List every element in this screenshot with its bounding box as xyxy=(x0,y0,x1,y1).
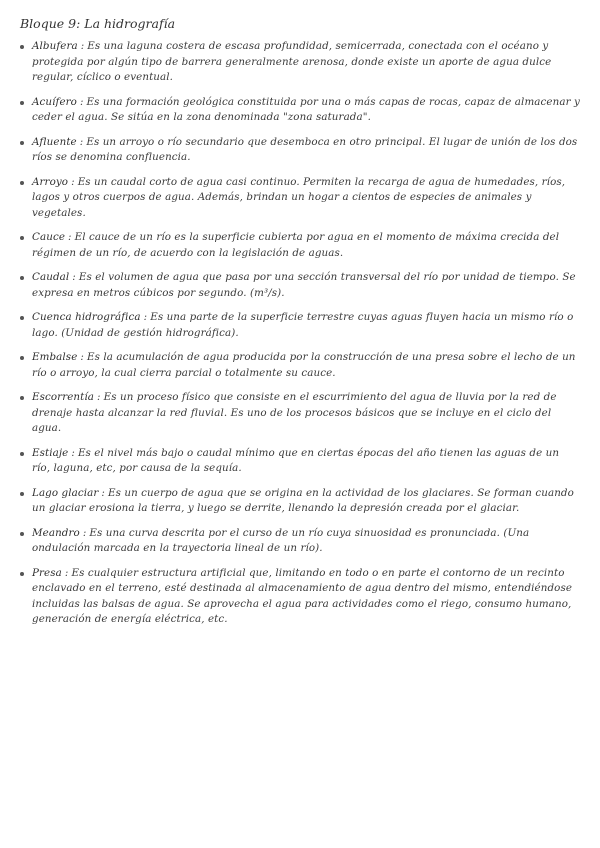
term-separator: : xyxy=(79,95,84,108)
glossary-entry xyxy=(18,446,580,477)
bullet-icon xyxy=(20,356,24,360)
entry-term: Estiaje xyxy=(32,446,69,459)
bullet-icon xyxy=(20,236,24,240)
entry-definition: Es un caudal corto de agua casi continuo. Permiten la recarga de agua de humedades, ríos, lagos y otros cuerpos de agua. Además, brindan un hogar a cientos de especies de animales y vegetales. xyxy=(32,175,566,219)
glossary-entry xyxy=(18,390,580,437)
term-separator: : xyxy=(72,271,76,283)
entry-term: Presa xyxy=(32,566,62,579)
entry-term: Embalse xyxy=(32,351,78,363)
entry-definition: Es un arroyo o río secundario que desemboca en otro principal. El lugar de unión de los dos ríos se denomina confluencia. xyxy=(32,135,578,163)
glossary-list xyxy=(18,39,580,628)
term-separator: : xyxy=(79,135,84,148)
bullet-icon xyxy=(20,492,24,496)
glossary-entry xyxy=(18,526,580,557)
entry-term: Lago glaciar xyxy=(32,486,99,499)
term-separator: : xyxy=(80,351,84,363)
page-title: Bloque 9: La hidrografía xyxy=(20,16,176,31)
entry-definition: Es una formación geológica constituida por una o más capas de rocas, capaz de almacenar y ceder el agua. Se sitúa en la zona denominada "zona saturada". xyxy=(32,95,580,123)
bullet-icon xyxy=(20,452,24,456)
entry-term: Afluente xyxy=(32,135,77,148)
entry-term: Arroyo xyxy=(32,175,69,188)
glossary-entry xyxy=(18,175,580,222)
glossary-entry xyxy=(18,95,580,126)
glossary-entry xyxy=(18,350,580,381)
entry-definition: Es la acumulación de agua producida por la construcción de una presa sobre el lecho de un río o arroyo, la cual cierra parcial o totalmente su cauce. xyxy=(32,351,576,379)
bullet-icon xyxy=(20,101,24,105)
entry-definition: Es el volumen de agua que pasa por una sección transversal del río por unidad de tiempo. Se expresa en metros cúbicos por segundo. (m³/s). xyxy=(32,271,576,299)
bullet-icon xyxy=(20,572,24,576)
entry-definition: El cauce de un río es la superficie cubierta por agua en el momento de máxima crecida del régimen de un río, de acuerdo con la legislación de aguas. xyxy=(32,231,560,259)
term-separator: : xyxy=(64,566,69,579)
entry-term: Cuenca hidrográfica xyxy=(32,311,141,323)
entry-definition: Es una laguna costera de escasa profundidad, semicerrada, conectada con el océano y protegida por algún tipo de barrera generalmente arenosa, donde existe un aporte de agua dulce regular, cíclico o eventual. xyxy=(32,40,552,83)
entry-definition: Es el nivel más bajo o caudal mínimo que en ciertas épocas del año tienen las aguas de un río, laguna, etc, por causa de la sequía. xyxy=(32,446,560,474)
entry-definition: Es una curva descrita por el curso de un río cuya sinuosidad es pronunciada. (Una ondulación marcada en la trayectoria lineal de un río). xyxy=(32,526,530,554)
glossary-entry xyxy=(18,486,580,517)
term-separator: : xyxy=(82,526,87,539)
term-separator: : xyxy=(97,391,101,403)
entry-term: Albufera xyxy=(32,40,78,52)
term-separator: : xyxy=(143,311,148,323)
glossary-entry xyxy=(18,135,580,166)
entry-definition: Es un cuerpo de agua que se origina en la actividad de los glaciares. Se forman cuando un glaciar erosiona la tierra, y luego se derrite, llenando la depresión creada por el glaciar. xyxy=(32,486,574,514)
entry-definition: Es una parte de la superficie terrestre cuyas aguas fluyen hacia un mismo río o lago. (Unidad de gestión hidrográfica). xyxy=(32,311,574,339)
term-separator: : xyxy=(80,40,85,52)
term-separator: : xyxy=(68,231,72,243)
entry-definition: Es cualquier estructura artificial que, limitando en todo o en parte el contorno de un recinto enclavado en el terreno, esté destinada al almacenamiento de agua dentro del mismo, entendiéndose incluidas las balsas de agua. Se aprovecha el agua para actividades como el riego, consumo humano, generación de energía eléctrica, etc. xyxy=(32,566,573,625)
glossary-entry xyxy=(18,39,580,86)
glossary-entry xyxy=(18,230,580,261)
term-separator: : xyxy=(101,486,105,499)
entry-term: Acuífero xyxy=(32,95,77,108)
term-separator: : xyxy=(71,175,75,188)
bullet-icon xyxy=(20,396,24,400)
bullet-icon xyxy=(20,276,24,280)
entry-term: Meandro xyxy=(32,526,80,539)
entry-term: Caudal xyxy=(32,271,70,283)
entry-definition: Es un proceso físico que consiste en el escurrimiento del agua de lluvia por la red de drenaje hasta alcanzar la red fluvial. Es uno de los procesos básicos que se incluye en el ciclo del agua. xyxy=(32,391,557,434)
bullet-icon xyxy=(20,45,24,49)
term-separator: : xyxy=(71,446,75,459)
bullet-icon xyxy=(20,181,24,185)
entry-term: Escorrentía xyxy=(32,391,95,403)
bullet-icon xyxy=(20,316,24,320)
glossary-entry xyxy=(18,310,580,341)
glossary-entry xyxy=(18,566,580,628)
bullet-icon xyxy=(20,532,24,536)
entry-term: Cauce xyxy=(32,231,66,243)
bullet-icon xyxy=(20,141,24,145)
glossary-entry xyxy=(18,270,580,301)
